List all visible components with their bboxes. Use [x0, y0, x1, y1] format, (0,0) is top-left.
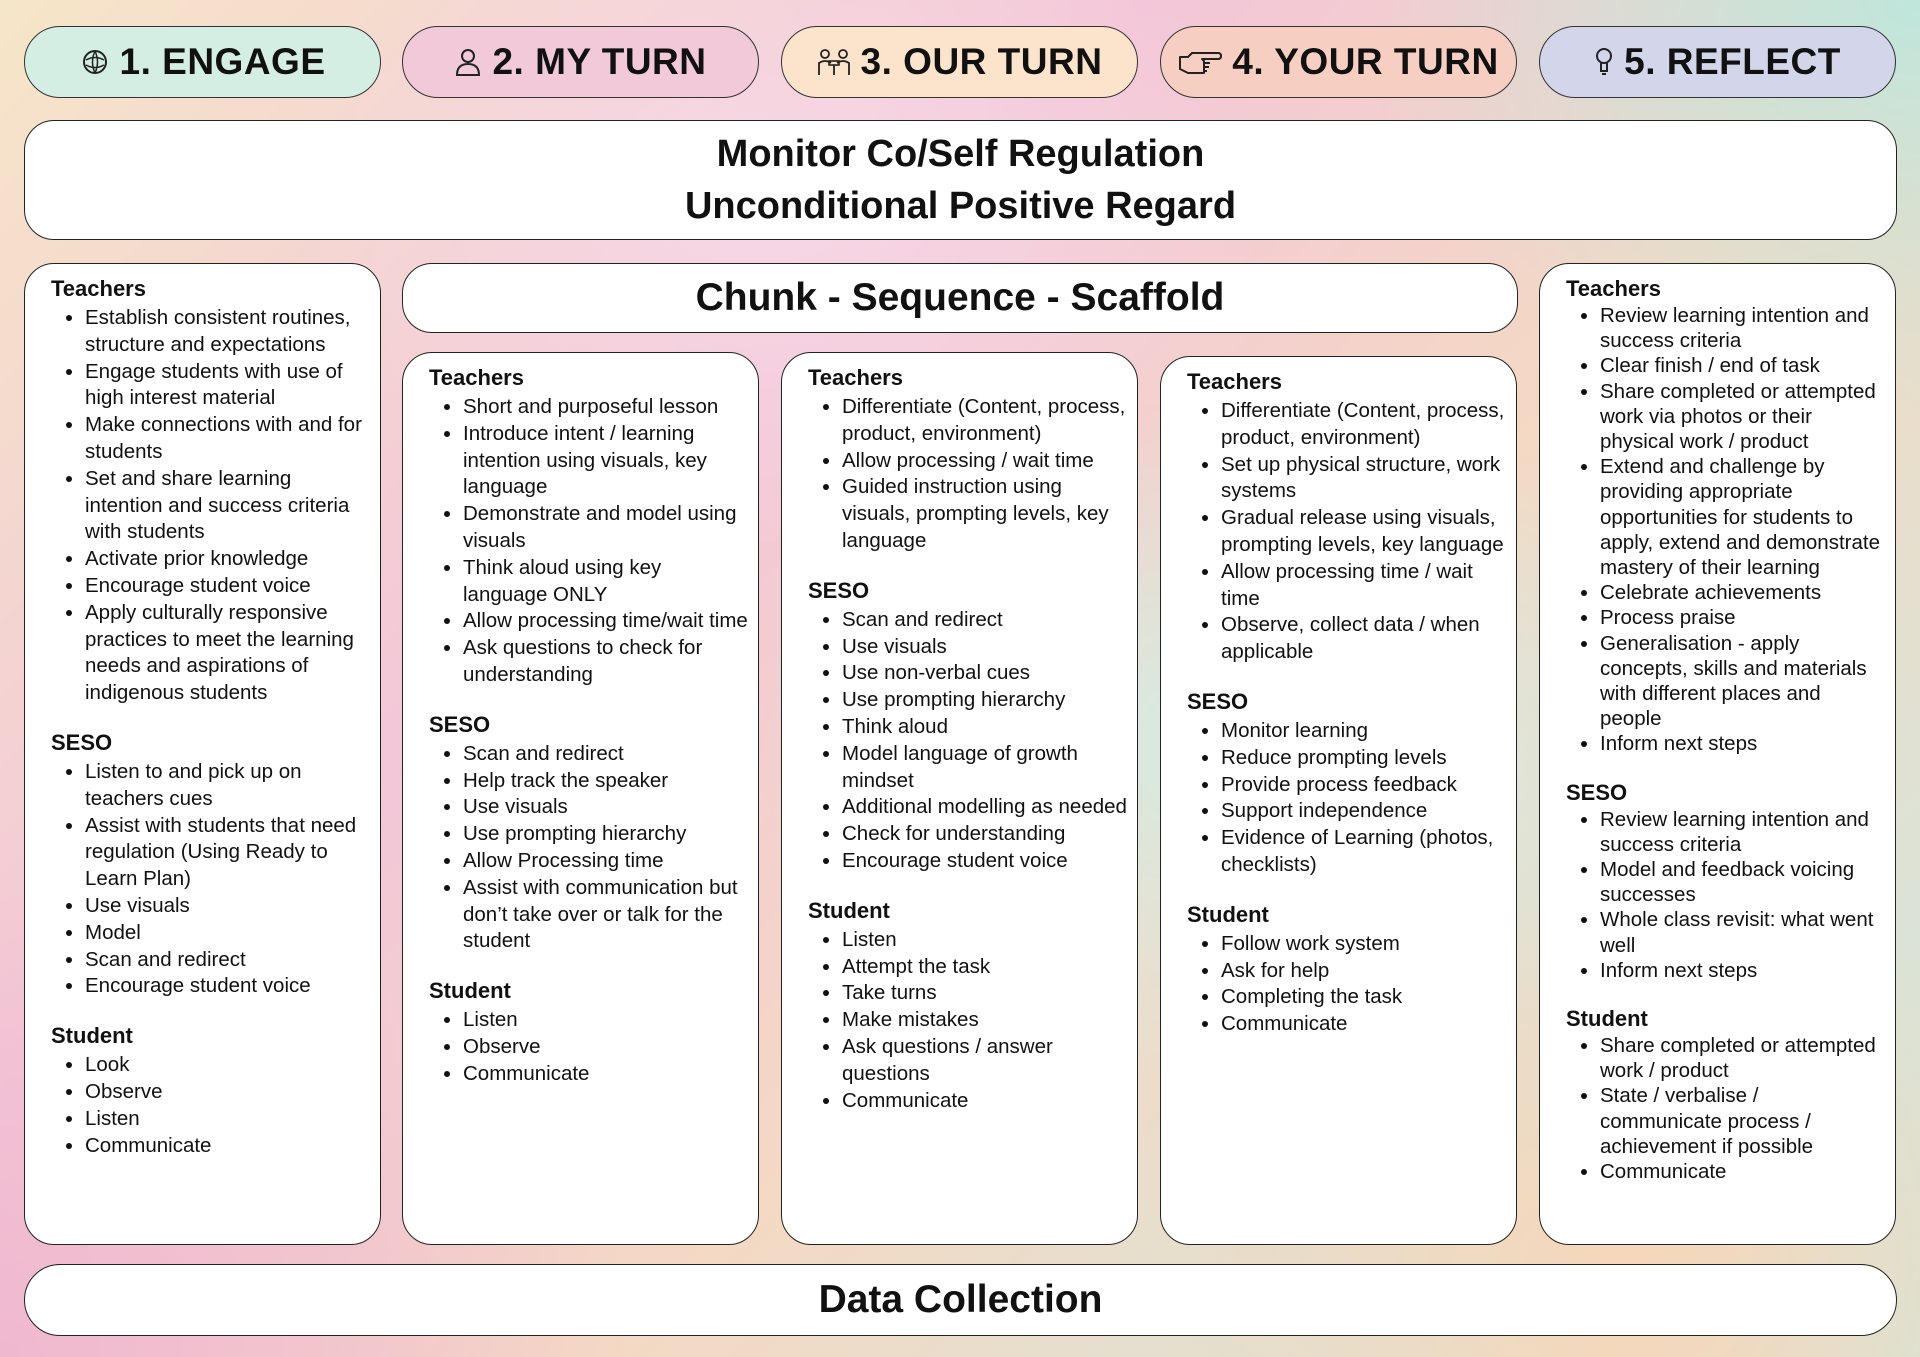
list-item: • Support independence: [1221, 798, 1506, 825]
list-item: • Encourage student voice: [842, 848, 1127, 875]
list-item: • Allow processing / wait time: [842, 448, 1127, 475]
list-item: • Share completed or attempted work via photos or their physical work / product: [1600, 379, 1885, 455]
lightbulb-icon: [1594, 47, 1614, 77]
section-heading: SESO: [1187, 688, 1249, 714]
principles-banner: [24, 120, 1897, 240]
tab-our-turn-label: 3. OUR TURN: [860, 41, 1103, 82]
list-item: • Encourage student voice: [85, 973, 370, 1000]
list-item: • Allow processing time/wait time: [463, 608, 748, 635]
list-item: • Observe: [463, 1034, 748, 1061]
list-item: • Demonstrate and model using visuals: [463, 501, 748, 555]
list-item: • Model: [85, 920, 370, 947]
list-item: • Use visuals: [85, 893, 370, 920]
tab-our-turn: [781, 26, 1138, 98]
list-item: • Use prompting hierarchy: [842, 687, 1127, 714]
list-item: • Use visuals: [842, 634, 1127, 661]
list-item: • Monitor learning: [1221, 718, 1506, 745]
list-item: • Make mistakes: [842, 1007, 1127, 1034]
list-item: • Think aloud: [842, 714, 1127, 741]
tab-reflect-label: 5. REFLECT: [1624, 41, 1841, 82]
your-turn-column: [1160, 356, 1517, 1245]
bullet-list: [51, 305, 370, 707]
list-item: • Allow processing time / wait time: [1221, 559, 1506, 613]
section-heading: SESO: [429, 711, 491, 737]
list-item: • Extend and challenge by providing appropriate opportunities for students to apply, extend and demonstrate mastery of their learning: [1600, 454, 1885, 580]
section-heading: Student: [1187, 901, 1269, 927]
list-item: • Observe, collect data / when applicable: [1221, 612, 1506, 666]
list-item: • Communicate: [1221, 1011, 1506, 1038]
list-item: • Generalisation - apply concepts, skills and materials with different places and people: [1600, 631, 1885, 732]
list-item: • Use prompting hierarchy: [463, 821, 748, 848]
list-item: • Inform next steps: [1600, 958, 1885, 983]
list-item: • Clear finish / end of task: [1600, 353, 1885, 378]
list-item: • Reduce prompting levels: [1221, 745, 1506, 772]
list-item: • Use visuals: [463, 794, 748, 821]
list-item: • Communicate: [1600, 1159, 1885, 1184]
section-heading: Teachers: [808, 365, 903, 390]
data-collection-footer: Data Collection: [24, 1264, 1897, 1336]
list-item: • Think aloud using key language ONLY: [463, 555, 748, 609]
banner-line-1: Monitor Co/Self Regulation: [716, 133, 1205, 175]
list-item: • Ask questions / answer questions: [842, 1034, 1127, 1088]
list-item: • Whole class revisit: what went well: [1600, 907, 1885, 957]
list-item: • Listen to and pick up on teachers cues: [85, 759, 370, 813]
list-item: • Allow Processing time: [463, 848, 748, 875]
group-icon: [817, 47, 851, 77]
list-item: • Communicate: [463, 1061, 748, 1088]
list-item: • Gradual release using visuals, prompting levels, key language: [1221, 505, 1506, 559]
list-item: • Engage students with use of high interest material: [85, 359, 370, 413]
list-item: • Introduce intent / learning intention using visuals, key language: [463, 421, 748, 501]
list-item: • Ask questions to check for understanding: [463, 635, 748, 689]
list-item: • Model language of growth mindset: [842, 741, 1127, 795]
list-item: • Scan and redirect: [85, 947, 370, 974]
list-item: • State / verbalise / communicate process / achievement if possible: [1600, 1083, 1885, 1159]
chunk-sequence-scaffold-header: Chunk - Sequence - Scaffold: [402, 263, 1518, 333]
tab-reflect: [1539, 26, 1896, 98]
list-item: • Encourage student voice: [85, 573, 370, 600]
bullet-list: [1187, 398, 1506, 666]
list-item: • Activate prior knowledge: [85, 546, 370, 573]
list-item: • Additional modelling as needed: [842, 794, 1127, 821]
list-item: • Listen: [842, 927, 1127, 954]
my-turn-column: [402, 352, 759, 1245]
tab-your-turn-label: 4. YOUR TURN: [1232, 41, 1499, 82]
bullet-list: [51, 759, 370, 1000]
banner-line-2: Unconditional Positive Regard: [684, 185, 1237, 227]
engage-column: [24, 263, 381, 1245]
bullet-list: [1566, 303, 1885, 757]
bullet-list: [1187, 718, 1506, 879]
bullet-list: [808, 927, 1127, 1115]
list-item: • Differentiate (Content, process, product, environment): [1221, 398, 1506, 452]
list-item: • Process praise: [1600, 605, 1885, 630]
section-heading: Student: [51, 1023, 133, 1049]
list-item: • Model and feedback voicing successes: [1600, 857, 1885, 907]
section-heading: Teachers: [51, 276, 146, 301]
list-item: • Review learning intention and success criteria: [1600, 303, 1885, 353]
tab-engage: [24, 26, 381, 98]
list-item: • Guided instruction using visuals, prompting levels, key language: [842, 474, 1127, 554]
tab-engage-label: 1. ENGAGE: [119, 41, 326, 82]
list-item: • Listen: [463, 1007, 748, 1034]
list-item: • Inform next steps: [1600, 731, 1885, 756]
bullet-list: [1566, 1033, 1885, 1184]
list-item: • Short and purposeful lesson: [463, 394, 748, 421]
bullet-list: [429, 394, 748, 689]
our-turn-column: [781, 352, 1138, 1245]
list-item: • Share completed or attempted work / product: [1600, 1033, 1885, 1083]
list-item: • Help track the speaker: [463, 768, 748, 795]
list-item: • Make connections with and for students: [85, 412, 370, 466]
section-heading: Student: [808, 897, 890, 923]
list-item: • Establish consistent routines, structure and expectations: [85, 305, 370, 359]
list-item: • Look: [85, 1052, 370, 1079]
tab-my-turn: [402, 26, 759, 98]
list-item: • Follow work system: [1221, 931, 1506, 958]
list-item: • Set and share learning intention and success criteria with students: [85, 466, 370, 546]
list-item: • Observe: [85, 1079, 370, 1106]
section-heading: SESO: [51, 729, 113, 755]
section-heading: SESO: [808, 577, 870, 603]
person-icon: [454, 47, 482, 77]
section-heading: Teachers: [429, 365, 524, 390]
reflect-column: [1539, 263, 1896, 1245]
list-item: • Check for understanding: [842, 821, 1127, 848]
list-item: • Listen: [85, 1106, 370, 1133]
list-item: • Evidence of Learning (photos, checklists): [1221, 825, 1506, 879]
list-item: • Attempt the task: [842, 954, 1127, 981]
section-heading: SESO: [1566, 779, 1628, 805]
section-heading: Teachers: [1566, 276, 1661, 301]
pointing-hand-icon: [1178, 47, 1222, 77]
bullet-list: [429, 1007, 748, 1087]
bullet-list: [51, 1052, 370, 1159]
list-item: • Provide process feedback: [1221, 772, 1506, 799]
list-item: • Assist with students that need regulation (Using Ready to Learn Plan): [85, 813, 370, 893]
list-item: • Communicate: [85, 1133, 370, 1160]
bullet-list: [1566, 807, 1885, 983]
section-heading: Student: [1566, 1006, 1648, 1032]
list-item: • Differentiate (Content, process, product, environment): [842, 394, 1127, 448]
list-item: • Communicate: [842, 1088, 1127, 1115]
list-item: • Apply culturally responsive practices to meet the learning needs and aspirations of indigenous students: [85, 600, 370, 707]
tab-my-turn-label: 2. MY TURN: [492, 41, 707, 82]
list-item: • Assist with communication but don’t take over or talk for the student: [463, 875, 748, 955]
list-item: • Celebrate achievements: [1600, 580, 1885, 605]
list-item: • Use non-verbal cues: [842, 660, 1127, 687]
list-item: • Scan and redirect: [463, 741, 748, 768]
bullet-list: [808, 607, 1127, 875]
section-heading: Teachers: [1187, 369, 1282, 394]
bullet-list: [1187, 931, 1506, 1038]
list-item: • Review learning intention and success criteria: [1600, 807, 1885, 857]
list-item: • Take turns: [842, 980, 1127, 1007]
tab-your-turn: [1160, 26, 1517, 98]
bullet-list: [429, 741, 748, 955]
list-item: • Completing the task: [1221, 984, 1506, 1011]
list-item: • Ask for help: [1221, 958, 1506, 985]
bullet-list: [808, 394, 1127, 555]
handshake-globe-icon: [80, 47, 110, 77]
list-item: • Set up physical structure, work systems: [1221, 452, 1506, 506]
section-heading: Student: [429, 978, 511, 1004]
list-item: • Scan and redirect: [842, 607, 1127, 634]
